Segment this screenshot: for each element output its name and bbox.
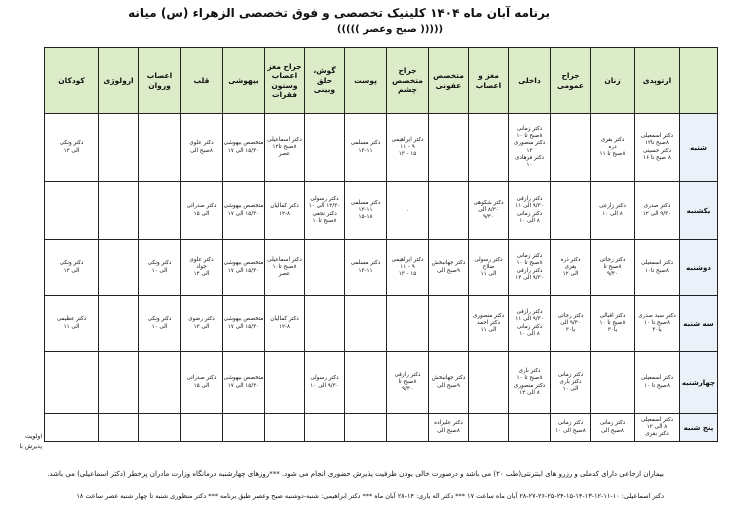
schedule-cell: [265, 414, 305, 442]
column-header: پوست: [345, 48, 387, 114]
table-row: [45, 414, 718, 442]
schedule-cell: دکتر زمانی ۸صبح الی ۱۰: [551, 414, 591, 442]
schedule-cell: دکتر اسماعیلی ۸صبح تا۱۰ عصر: [265, 240, 305, 296]
corner-cell: [680, 48, 718, 114]
schedule-cell: دکتر رازقی ۸صبح تا ۹/۳۰: [387, 352, 429, 414]
column-header: کودکان: [45, 48, 99, 114]
schedule-cell: دکتر اسماعیلی ۸صبح تا۱۲ عصر: [265, 114, 305, 182]
footer-note-2: دکتر اسماعیلی: ۱۰-۱۱-۱۲-۱۳-۱۴-۱۵-۲۴-۲۵-۲۶-۲۷-۲۸ آبان ماه ساعت ۱۷ *** دکتر اله یاری: ۱۴-۲۸ آبان ماه *** دکتر ابراهیمی: شنبه-دوشنبه صبح وعصر طبق برنامه *** دکتر منظوری شنبه تا چهار شنبه عصر ساعت ۱۸: [76, 492, 664, 500]
column-header: جراح متخصص چشم: [387, 48, 429, 114]
table-row: [45, 240, 718, 296]
column-header: بیهوشی: [223, 48, 265, 114]
table-row: [45, 352, 718, 414]
schedule-cell: [387, 414, 429, 442]
schedule-cell: [181, 414, 223, 442]
schedule-cell: دکتر صدرائی الی ۱۵: [181, 182, 223, 240]
schedule-cell: دکتر کمالیان ۱۲-۸: [265, 296, 305, 352]
schedule-cell: دکتر ونکی الی ۱۰: [139, 296, 181, 352]
schedule-cell: دکتر ونکی الی ۱۲: [45, 240, 99, 296]
page-title: برنامه آبان ماه ۱۴۰۴ کلینیک تخصصی و فوق تخصصی الزهراء (س) میانه: [128, 6, 550, 20]
schedule-cell: [305, 296, 345, 352]
schedule-cell: [305, 414, 345, 442]
schedule-cell: [429, 296, 469, 352]
schedule-cell: دکتر رازقی ۹/۳۰ الی ۱۱ دکتر زمانی ۸ الی ۱۰: [509, 182, 551, 240]
schedule-cell: [429, 114, 469, 182]
day-label: پنج شنبه: [680, 414, 718, 442]
schedule-cell: متخصص بیهوشی ۱۵/۳۰ الی ۱۷: [223, 114, 265, 182]
schedule-cell: دکتر رسولی ۹/۳۰ الی ۱۰: [305, 352, 345, 414]
schedule-cell: [591, 352, 635, 414]
schedule-cell: [139, 114, 181, 182]
schedule-cell: دکتر باری ۸صبح تا ۱۰ دکتر منصوری ۸ الی ۱۲: [509, 352, 551, 414]
schedule-cell: دکتر ونکی الی ۱۰: [139, 240, 181, 296]
schedule-cell: [551, 182, 591, 240]
schedule-cell: دکتر زمانی ۸صبح تا ۱۰ دکتر منصوری ۱۲ دکتر فرهادی ۱۰: [509, 114, 551, 182]
schedule-cell: دکتر جهانبخش ۹صبح الی: [429, 352, 469, 414]
schedule-cell: [45, 352, 99, 414]
schedule-cell: [99, 352, 139, 414]
schedule-table: [44, 47, 718, 442]
schedule-cell: [265, 352, 305, 414]
schedule-cell: دکتر بقری دره ۸صبح تا ۱۱: [591, 114, 635, 182]
schedule-cell: دکتر زمانی ۸صبح الی: [591, 414, 635, 442]
schedule-cell: [345, 352, 387, 414]
schedule-cell: دکتر جهانبخش ۹صبح الی: [429, 240, 469, 296]
table-row: [45, 114, 718, 182]
schedule-cell: [99, 240, 139, 296]
schedule-cell: .: [387, 182, 429, 240]
schedule-cell: دکتر کمالیان ۱۲-۸: [265, 182, 305, 240]
schedule-cell: [223, 414, 265, 442]
column-header: متخصص عفونی: [429, 48, 469, 114]
table-row: [45, 182, 718, 240]
schedule-cell: دکتر ونکی الی ۱۲: [45, 114, 99, 182]
schedule-cell: [99, 182, 139, 240]
day-label: سه شنبه: [680, 296, 718, 352]
day-label: چهارشنبه: [680, 352, 718, 414]
schedule-cell: دکتر رجائی ۹/۳۰ الی یا۳۰: [551, 296, 591, 352]
schedule-cell: دکتر اسمعیلی ۸ الی ۱۲ دکتر بقری: [635, 414, 680, 442]
column-header: گوش، حلق وبینی: [305, 48, 345, 114]
schedule-cell: دکتر منصوری دکتر احمد الی ۱۱: [469, 296, 509, 352]
column-header: مغز و اعصاب: [469, 48, 509, 114]
schedule-cell: متخصص بیهوشی ۱۵/۳۰ الی ۱۷: [223, 182, 265, 240]
schedule-cell: [99, 114, 139, 182]
schedule-cell: [469, 414, 509, 442]
schedule-cell: [45, 182, 99, 240]
column-header: جراح عمومی: [551, 48, 591, 114]
schedule-cell: دکتر اسمعیلی ۸صبح تا۱۰: [635, 240, 680, 296]
schedule-cell: دکتر علوی ۸صبح الی: [181, 114, 223, 182]
column-header: جراح مغز اعصاب وستون فقرات: [265, 48, 305, 114]
schedule-cell: دکتر اقبالی ۸صبح تا ۱۰ یا۳۰: [591, 296, 635, 352]
schedule-cell: [45, 414, 99, 442]
schedule-cell: دکتر ابراهیمی ۹ - ۱۱ ۱۵ - ۱۳: [387, 114, 429, 182]
schedule-cell: [305, 240, 345, 296]
column-header: زنان: [591, 48, 635, 114]
schedule-cell: دکتر اسمعیلی ۸صبح تا۱۲ دکتر حسینی ۸ صبح تا ۱۶: [635, 114, 680, 182]
day-label: دوشنبه: [680, 240, 718, 296]
day-label: یکشنبه: [680, 182, 718, 240]
side-note: اولویت پذیرش با: [19, 433, 42, 450]
schedule-cell: دکتر علیزاده ۸صبح الی: [429, 414, 469, 442]
schedule-cell: متخصص بیهوشی ۱۵/۳۰ الی ۱۷: [223, 240, 265, 296]
schedule-cell: دکتر ابراهیمی ۹ - ۱۱ ۱۵ - ۱۳: [387, 240, 429, 296]
schedule-cell: [305, 114, 345, 182]
schedule-cell: متخصص بیهوشی ۱۵/۳۰ الی ۱۷: [223, 352, 265, 414]
schedule-cell: [345, 296, 387, 352]
schedule-cell: دکتر مسلمی ۱۳-۱۱ ۱۵-۱۸: [345, 182, 387, 240]
column-header: داخلی: [509, 48, 551, 114]
schedule-cell: دکتر ذره بقری الی ۱۲: [551, 240, 591, 296]
schedule-cell: دکتر رجائی ۸صبح تا ۹/۳۰: [591, 240, 635, 296]
schedule-cell: [345, 414, 387, 442]
schedule-cell: [99, 414, 139, 442]
schedule-cell: [469, 114, 509, 182]
schedule-cell: دکتر رازقی ۹/۳۰ الی ۱۱ دکتر زمانی ۸ الی ۱۰: [509, 296, 551, 352]
schedule-cell: متخصص بیهوشی ۱۵/۳۰ الی ۱۷: [223, 296, 265, 352]
footer-note-1: بیماران ارجاعی دارای کدملی و رزرو های اینترنتی(طب ۲۰) می باشد و درصورت خالی بودن ظرفیت پذیرش حضوری انجام می شود. ***روزهای چهارشنبه درمانگاه وزارت مادران پرخطر (دکتر اسماعیلی) می باشد.: [47, 470, 664, 478]
schedule-cell: [139, 414, 181, 442]
column-header: ارولوژی: [99, 48, 139, 114]
schedule-cell: دکتر اسمعیلی ۸صبح تا ۱۰: [635, 352, 680, 414]
schedule-cell: [99, 296, 139, 352]
column-header: اعصاب وروان: [139, 48, 181, 114]
schedule-cell: دکتر رسولی ۱۳/۳۰ الی ۱۰ دکتر نجفی ۸صبح تا۱۰: [305, 182, 345, 240]
schedule-cell: دکتر رضوی الی ۱۲: [181, 296, 223, 352]
header-row: [45, 48, 718, 114]
schedule-cell: دکتر صدرائی الی ۱۵: [181, 352, 223, 414]
schedule-cell: دکتر صدری ۹/۳۰ الی ۱۲: [635, 182, 680, 240]
schedule-cell: دکتر شکوهی ۸/۳۰ الی ۹/۳۰: [469, 182, 509, 240]
schedule-cell: [429, 182, 469, 240]
schedule-cell: [551, 114, 591, 182]
day-label: شنبه: [680, 114, 718, 182]
schedule-cell: دکتر زمانی ۸صبح تا ۱۰ دکتر رازقی ۹/۳۰ الی ۱۲: [509, 240, 551, 296]
schedule-cell: دکتر علوی جواد الی ۱۲: [181, 240, 223, 296]
page-subtitle: ((((( صبح وعصر ))))): [336, 24, 444, 35]
schedule-cell: دکتر عظیمی الی ۱۱: [45, 296, 99, 352]
schedule-cell: دکتر مسلمی ۱۳-۱۱: [345, 240, 387, 296]
schedule-cell: [139, 182, 181, 240]
schedule-cell: [387, 296, 429, 352]
schedule-cell: دکتر زمانی دکتر باری الی ۱۰: [551, 352, 591, 414]
column-header: ارتوپدی: [635, 48, 680, 114]
schedule-cell: [509, 414, 551, 442]
table-row: [45, 296, 718, 352]
schedule-cell: دکتر رسولی صلاح الی ۱۱: [469, 240, 509, 296]
schedule-cell: دکتر سید صدری ۸صبح تا ۱۰ یا۳۰: [635, 296, 680, 352]
schedule-cell: [469, 352, 509, 414]
schedule-cell: دکتر مسلمی ۱۳-۱۱: [345, 114, 387, 182]
schedule-cell: [139, 352, 181, 414]
schedule-cell: دکتر زارعی ۸ الی ۱۰: [591, 182, 635, 240]
column-header: قلب: [181, 48, 223, 114]
